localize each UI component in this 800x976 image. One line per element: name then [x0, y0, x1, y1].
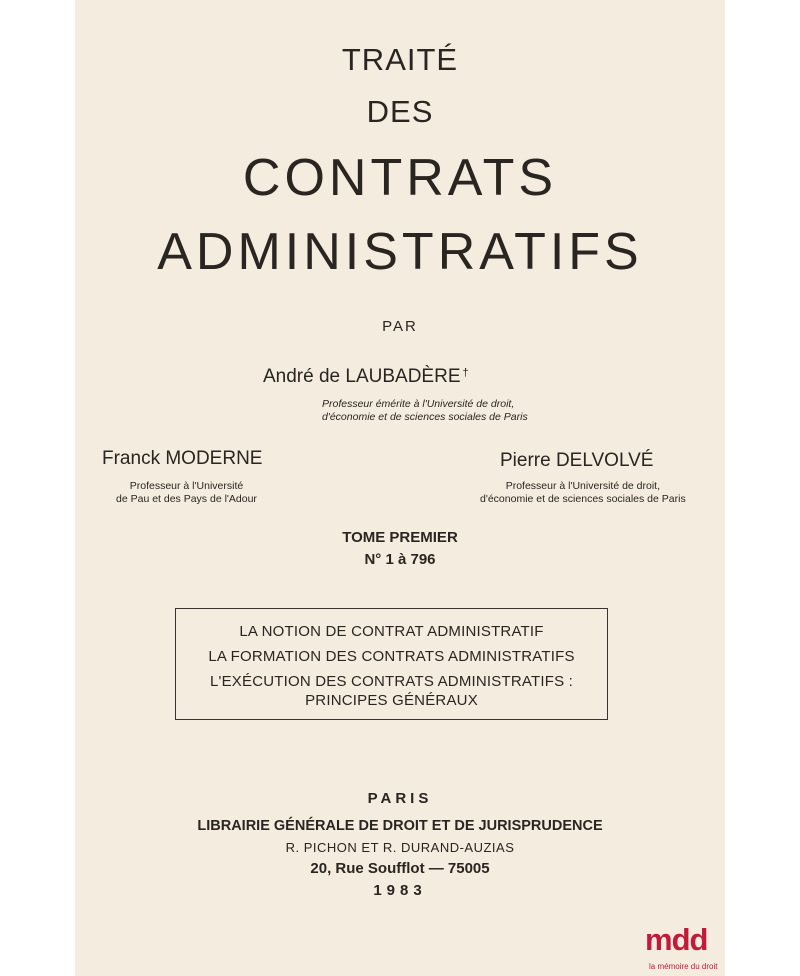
- volume-numbers: N° 1 à 796: [364, 551, 436, 568]
- coauthor-left-affiliation: [116, 480, 257, 506]
- publisher-people: R. PICHON ET R. DURAND-AUZIAS: [285, 840, 515, 855]
- contents-box: [175, 608, 608, 720]
- contents-line-3: L'EXÉCUTION DES CONTRATS ADMINISTRATIFS :: [209, 673, 574, 690]
- coauthor-left-affiliation-line-1: Professeur à l'Université: [129, 480, 244, 492]
- coauthor-right-affiliation-line-2: d'économie et de sciences sociales de Paris: [480, 493, 686, 505]
- main-author-affiliation: [322, 398, 528, 424]
- title-line-1: TRAITÉ: [341, 42, 459, 77]
- title-line-2: DES: [366, 94, 434, 129]
- publisher-city: PARIS: [367, 790, 433, 807]
- main-author-name: André de LAUBADÈRE: [263, 366, 461, 387]
- volume-tome: TOME PREMIER: [342, 529, 458, 546]
- coauthor-right-name: Pierre DELVOLVÉ: [500, 450, 654, 471]
- coauthor-right-affiliation-line-1: Professeur à l'Université de droit,: [505, 480, 661, 492]
- by-label: PAR: [382, 318, 418, 335]
- contents-line-4: PRINCIPES GÉNÉRAUX: [305, 692, 478, 709]
- mdd-logo-tagline: la mémoire du droit: [649, 962, 718, 971]
- mdd-logo-mark: mdd: [645, 922, 708, 957]
- publisher-name: LIBRAIRIE GÉNÉRALE DE DROIT ET DE JURISPRUDENCE: [197, 818, 603, 834]
- deceased-mark: †: [462, 367, 469, 379]
- contents-line-2: LA FORMATION DES CONTRATS ADMINISTRATIFS: [208, 648, 575, 665]
- title-line-3: CONTRATS: [242, 149, 558, 207]
- main-author-affiliation-line-1: Professeur émérite à l'Université de droit,: [322, 398, 515, 410]
- book-title-page: [75, 0, 725, 976]
- main-author: [263, 366, 469, 388]
- coauthor-right-affiliation: [480, 480, 686, 506]
- publication-year: 1983: [373, 882, 427, 899]
- title-line-4: ADMINISTRATIFS: [157, 223, 643, 281]
- contents-line-1: LA NOTION DE CONTRAT ADMINISTRATIF: [239, 623, 544, 640]
- publisher-address: 20, Rue Soufflot — 75005: [310, 860, 490, 877]
- mdd-logo: [645, 922, 730, 976]
- coauthor-left-name: Franck MODERNE: [102, 448, 263, 469]
- coauthor-left-affiliation-line-2: de Pau et des Pays de l'Adour: [116, 493, 257, 505]
- main-author-affiliation-line-2: d'économie et de sciences sociales de Paris: [322, 411, 528, 423]
